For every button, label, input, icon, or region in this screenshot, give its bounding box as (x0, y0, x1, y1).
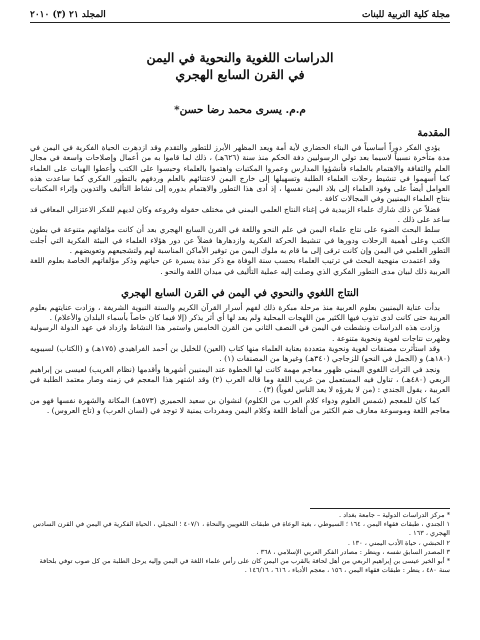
section-title-production: النتاج اللغوي والنحوي في اليمن في القرن السابع الهجري (121, 287, 359, 299)
footnotes (30, 508, 450, 575)
author-name: م.م. يسرى محمد رضا حسن* (174, 104, 306, 116)
paper-title-line1: الدراسات اللغوية والنحوية في اليمن (146, 50, 334, 65)
body-paragraph: بدأت عناية اليمنيين بعلوم العربية منذ مرحلة مبكرة ذلك لفهم أسرار القرآن الكريم والسنة النبوية الشريفة ، وزادت عنايتهم بعلوم العربية حتى كانت لدى تذوب فيها الكثير من اللهجات المحلية ولم يعد لها أي أثر يذكر (إلا فيما كان خاصاً بأسماء البلدان والأعلام) . (30, 302, 450, 323)
journal-name: مجلة كلية التربية للبنات (362, 10, 450, 20)
section-title-intro: المقدمة (417, 128, 450, 139)
running-header (30, 10, 450, 23)
intro-paragraph: سلط البحث الضوء على نتاج علماء اليمن في علم النحو واللغة في القرن السابع الهجري بعد أن كانت مؤلفاتهم متنوعة في بطون الكتب وعلى أهمية الرحلات ودورها في تنشيط الحركة الفكرية وازدهارها فضلاً عن دور هؤلاء العلماء في البيئة الفكرية التي أجلت التطور العلمي في اليمن وإن كانت ترقى إلى ما قام به ملوك اليمن من توفير الأماكن المناسبة لهم ولتشجيعهم وتعويضهم . (30, 225, 450, 255)
body-paragraph: ونجد في التراث اللغوي اليمني ظهور معاجم مهمة كانت لها الخطوة عند اليمنيين أشهرها وأقدمها (نظام الغريب) لعيسى بن إبراهيم الربعي (٤٨٠هـ) ، تناول فيه المستعمل من غريب اللغة وما قاله العرب (٢) وقد اشتهر هذا المعجم في زمنه وصار معتمد الطلبة في العربية ، يقول الجندي : (من لا يقرؤه لا يعد الناس لغوياً) (٣) . (30, 364, 450, 395)
footnote-divider (310, 508, 450, 509)
paper-title-line2: في القرن السابع الهجري (175, 67, 305, 82)
footnote: * أبو الخير عيسى بن إبراهيم الربعي من أهل لحافة بالقرب من اليمن كان على رأس علماء اللغة في اليمن وإليه يرحل الطلبة من كل صوب توفي بلحافة سنة ٤٨٠ ، ينظر : طبقات فقهاء اليمن ، ١٥٦ ، معجم الأدباء ، ٦١٦ ، ١٤٦/١٦ . (39, 557, 450, 575)
body-paragraph: وقد استأثرت مصنفات لغوية ونحوية متعددة بعناية العلماء منها كتاب (العين) للخليل بن أحمد الفراهيدي (١٧٥هـ) و (الكتاب) لسيبويه (١٨٠هـ) و (الجمل في النحو) للزجاجي (٣٤٠هـ) وغيرها من المصنفات (١) . (30, 344, 450, 364)
footnote: * مركز الدراسات الدولية – جامعة بغداد . (339, 511, 450, 519)
intro-paragraph: وقد اعتمدت منهجية البحث في ترتيب العلماء بحسب سنة الوفاة مع ذكر نبذة يسيرة عن حياتهم وذكر مؤلفاتهم الخاصة بعلوم اللغة العربية ذلك لبيان مدى التطور الفكري الذي وصلت إليه عملية التأليف في ميدان اللغة والنحو . (30, 256, 450, 276)
body-paragraph: وزادت هذه الدراسات ونشطت في اليمن في النصف الثاني من القرن الخامس واستمر هذا النشاط وازداد في عهد الدولة الرسولية وظهرت نتاجات لغوية ونحوية متنوعة . (30, 323, 450, 343)
intro-paragraph: فضلاً عن ذلك شارك علماء الزبيدية في إغناء النتاج العلمي اليمني في مختلف حقوله وفروعه وكان لديهم للفكر الاعتزالي المعافي قد ساعد على ذلك . (30, 204, 450, 225)
footnote: ٢ الحبشي ، حياة الأدب اليمني ، ١٣٠ . (347, 538, 450, 547)
volume-info: المجلد ٢١ (٣) ٢٠١٠ (30, 10, 106, 20)
title-block (30, 49, 450, 117)
footnote: ١ الجندي ، طبقات فقهاء اليمن ، ١٦٤ ؛ السيوطي ، بغية الوعاة في طبقات اللغويين والنحاة ، ٤٠٧/١ ؛ النجيلي ، الحياة الفكرية في اليمن في القرن السادس الهجري ، ١٦٣ . (32, 520, 450, 538)
body-paragraph: كما كان للمعجم (شمس العلوم ودواء كلام العرب من الكلوم) لنشوان بن سعيد الحميري (٥٧٣هـ) المكانة والشهرة نفسها فهو من معاجم اللغة وموسوعة معارف ضم الكثير من ألفاظ اللغة وكلام اليمن ومفردات يمنية لا توجد في (لسان العرب) و (تاج العروس) . (30, 395, 450, 415)
intro-paragraph: يؤدي الفكر دوراً أساسياً في البناء الحضاري لأية أمة ويعد المظهر الأبرز للتطور والتقدم وقد ازدهرت الحياة الفكرية في اليمن في مدة متأخرة نسبياً لاسيما بعد تولي الرسوليين دفة الحكم منذ سنة (٦٢٦هـ) ، ذلك لما قاموا به من أعمال وإصلاحات واسعة في مجال العلم والثقافة والاهتمام بالعلماء فأنشؤوا المدارس وعمروا المكتبات واهتموا بالعلماء وحبسوا على الكتب وأعطوا الهبات على العلماء كما أسهموا في تنشيط رحلات العلماء الطلبة وتسهيلها إلى خارج اليمن لاعتنائهم بالعلم وردفهم بالتطور الفكري كما ساعدت هذه العوامل أيضاً على وفود العلماء إلى بلاد اليمن نفسها ، إذ أدى هذا التطور والاهتمام بدوره إلى نشاط التأليف والتدوين وإثراء المكتبات بنتاج العلماء اليمنيين وفي المجالات كافة . (30, 143, 450, 204)
footnote: ٣ المصدر السابق نفسه ، وينظر : مصادر الفكر العربي الإسلامي ، ٣٦٨ . (256, 547, 450, 556)
